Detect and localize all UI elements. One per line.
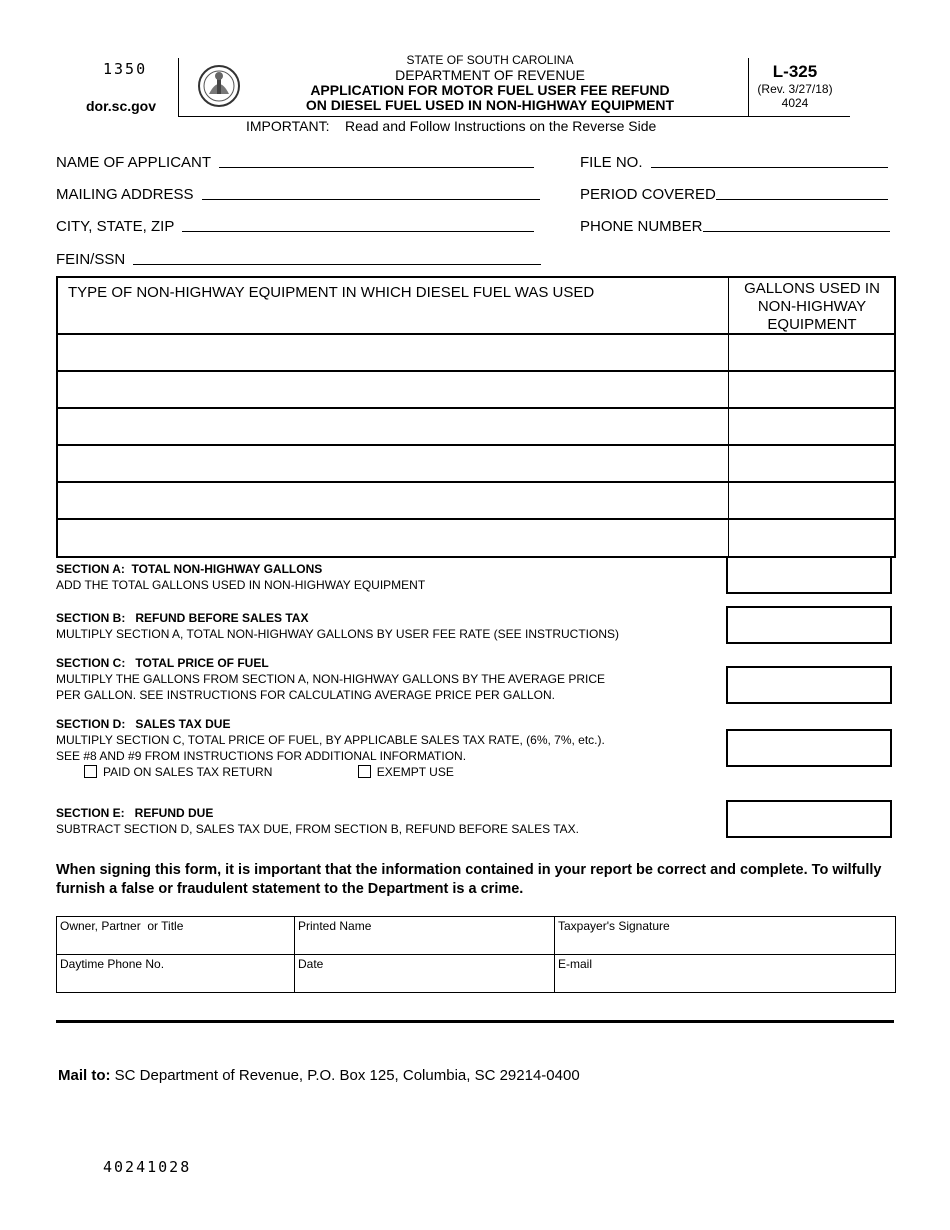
header-title-block — [250, 53, 730, 113]
section-d-text-line1: MULTIPLY SECTION C, TOTAL PRICE OF FUEL, BY APPLICABLE SALES TAX RATE, (6%, 7%, etc.). — [56, 733, 605, 747]
paid-sales-tax-option[interactable] — [84, 765, 272, 779]
gallons-header: GALLONS USED IN NON-HIGHWAY EQUIPMENT — [744, 280, 880, 333]
gallons-cell[interactable] — [730, 409, 894, 444]
equipment-table — [56, 276, 896, 558]
form-code: 4024 — [781, 96, 809, 110]
section-d-tax-box[interactable] — [726, 729, 892, 767]
gallons-cell[interactable] — [730, 483, 894, 518]
period-covered-field[interactable] — [580, 186, 888, 203]
fein-ssn-input[interactable] — [133, 263, 541, 265]
mailing-address-input[interactable] — [202, 198, 540, 200]
date-cell[interactable] — [295, 955, 554, 992]
city-state-zip-label: CITY, STATE, ZIP — [56, 218, 175, 235]
department-name: DEPARTMENT OF REVENUE — [395, 67, 585, 83]
form-number: 1350 — [103, 60, 148, 78]
section-d-title: SECTION D: SALES TAX DUE — [56, 717, 231, 731]
exempt-use-label: EXEMPT USE — [376, 765, 454, 779]
taxpayer-signature-label: Taxpayer's Signature — [558, 919, 670, 933]
section-b-text: MULTIPLY SECTION A, TOTAL NON-HIGHWAY GALLONS BY USER FEE RATE (SEE INSTRUCTIONS) — [56, 627, 619, 641]
email-cell[interactable] — [555, 955, 895, 992]
paid-sales-tax-checkbox[interactable] — [84, 765, 97, 778]
fein-ssn-field[interactable] — [56, 251, 541, 268]
state-name: STATE OF SOUTH CAROLINA — [406, 53, 574, 67]
section-e-text: SUBTRACT SECTION D, SALES TAX DUE, FROM SECTION B, REFUND BEFORE SALES TAX. — [56, 822, 579, 836]
equipment-type-cell[interactable] — [58, 520, 727, 554]
section-d-text-line2: SEE #8 AND #9 FROM INSTRUCTIONS FOR ADDITIONAL INFORMATION. — [56, 749, 467, 763]
header-underline — [178, 116, 850, 117]
owner-title-label: Owner, Partner or Title — [60, 919, 184, 933]
equipment-type-cell[interactable] — [58, 335, 727, 370]
form-title-line2: ON DIESEL FUEL USED IN NON-HIGHWAY EQUIPMENT — [305, 97, 675, 113]
phone-number-field[interactable] — [580, 218, 890, 235]
equipment-type-cell[interactable] — [58, 446, 727, 481]
mailing-address-label: MAILING ADDRESS — [56, 186, 194, 203]
form-revision: (Rev. 3/27/18) — [757, 82, 833, 96]
section-c-title: SECTION C: TOTAL PRICE OF FUEL — [56, 656, 269, 670]
legal-warning: When signing this form, it is important that the information contained in your report be correct and complete. To wilfully furnish a false or fraudulent statement to the Department is a crime. — [56, 862, 882, 897]
daytime-phone-label: Daytime Phone No. — [60, 957, 165, 971]
header-divider-right — [748, 58, 749, 116]
barcode-number: 40241028 — [103, 1158, 192, 1176]
applicant-name-label: NAME OF APPLICANT — [56, 154, 212, 171]
bottom-divider — [56, 1020, 894, 1023]
gallons-cell[interactable] — [730, 335, 894, 370]
date-label: Date — [298, 957, 324, 971]
printed-name-cell[interactable] — [295, 917, 554, 954]
exempt-use-option[interactable] — [358, 765, 454, 779]
equipment-type-cell[interactable] — [58, 372, 727, 407]
section-c-text-line1: MULTIPLY THE GALLONS FROM SECTION A, NON-HIGHWAY GALLONS BY THE AVERAGE PRICE — [56, 672, 606, 686]
header-divider-left — [178, 58, 179, 116]
printed-name-label: Printed Name — [298, 919, 372, 933]
table-column-divider — [728, 278, 729, 556]
applicant-name-input[interactable] — [219, 166, 534, 168]
equipment-type-header: TYPE OF NON-HIGHWAY EQUIPMENT IN WHICH DIESEL FUEL WAS USED — [68, 284, 595, 301]
section-e-title: SECTION E: REFUND DUE — [56, 806, 214, 820]
section-a-total-box[interactable] — [726, 556, 892, 594]
phone-number-input[interactable] — [703, 230, 890, 232]
equipment-type-cell[interactable] — [58, 483, 727, 518]
section-a-title: SECTION A: TOTAL NON-HIGHWAY GALLONS — [56, 562, 323, 576]
section-c-text-line2: PER GALLON. SEE INSTRUCTIONS FOR CALCULATING AVERAGE PRICE PER GALLON. — [56, 688, 556, 702]
mailing-instructions — [58, 1067, 580, 1084]
email-label: E-mail — [558, 957, 593, 971]
state-seal-icon — [197, 64, 241, 108]
website-link[interactable]: dor.sc.gov — [86, 98, 157, 114]
section-e-refund-due-box[interactable] — [726, 800, 892, 838]
fein-ssn-label: FEIN/SSN — [56, 251, 126, 268]
section-c-price-box[interactable] — [726, 666, 892, 704]
exempt-use-checkbox[interactable] — [358, 765, 371, 778]
section-b-refund-box[interactable] — [726, 606, 892, 644]
period-covered-input[interactable] — [716, 198, 888, 200]
city-state-zip-field[interactable] — [56, 218, 534, 235]
section-a — [56, 561, 425, 593]
signature-table — [56, 916, 896, 993]
equipment-type-cell[interactable] — [58, 409, 727, 444]
form-title-line1: APPLICATION FOR MOTOR FUEL USER FEE REFUND — [310, 82, 670, 98]
section-b — [56, 610, 619, 642]
file-no-field[interactable] — [580, 154, 888, 171]
form-id: L-325 — [772, 62, 818, 81]
mailing-address-field[interactable] — [56, 186, 540, 203]
applicant-name-field[interactable] — [56, 154, 534, 171]
gallons-cell[interactable] — [730, 520, 894, 554]
section-a-text: ADD THE TOTAL GALLONS USED IN NON-HIGHWAY EQUIPMENT — [56, 578, 426, 592]
gallons-cell[interactable] — [730, 446, 894, 481]
section-d — [56, 716, 605, 780]
file-no-label: FILE NO. — [580, 154, 643, 171]
important-note: IMPORTANT: Read and Follow Instructions on the Reverse Side — [246, 118, 657, 134]
period-covered-label: PERIOD COVERED — [580, 186, 716, 203]
owner-title-cell[interactable] — [57, 917, 294, 954]
mail-to-address: SC Department of Revenue, P.O. Box 125, Columbia, SC 29214-0400 — [110, 1067, 580, 1084]
daytime-phone-cell[interactable] — [57, 955, 294, 992]
city-state-zip-input[interactable] — [182, 230, 534, 232]
section-e — [56, 805, 579, 837]
gallons-cell[interactable] — [730, 372, 894, 407]
paid-sales-tax-label: PAID ON SALES TAX RETURN — [103, 765, 273, 779]
section-c — [56, 655, 605, 703]
phone-number-label: PHONE NUMBER — [580, 218, 703, 235]
taxpayer-signature-cell[interactable] — [555, 917, 895, 954]
mail-to-label: Mail to: — [58, 1067, 111, 1084]
form-id-block — [750, 62, 840, 110]
section-b-title: SECTION B: REFUND BEFORE SALES TAX — [56, 611, 309, 625]
file-no-input[interactable] — [651, 166, 888, 168]
